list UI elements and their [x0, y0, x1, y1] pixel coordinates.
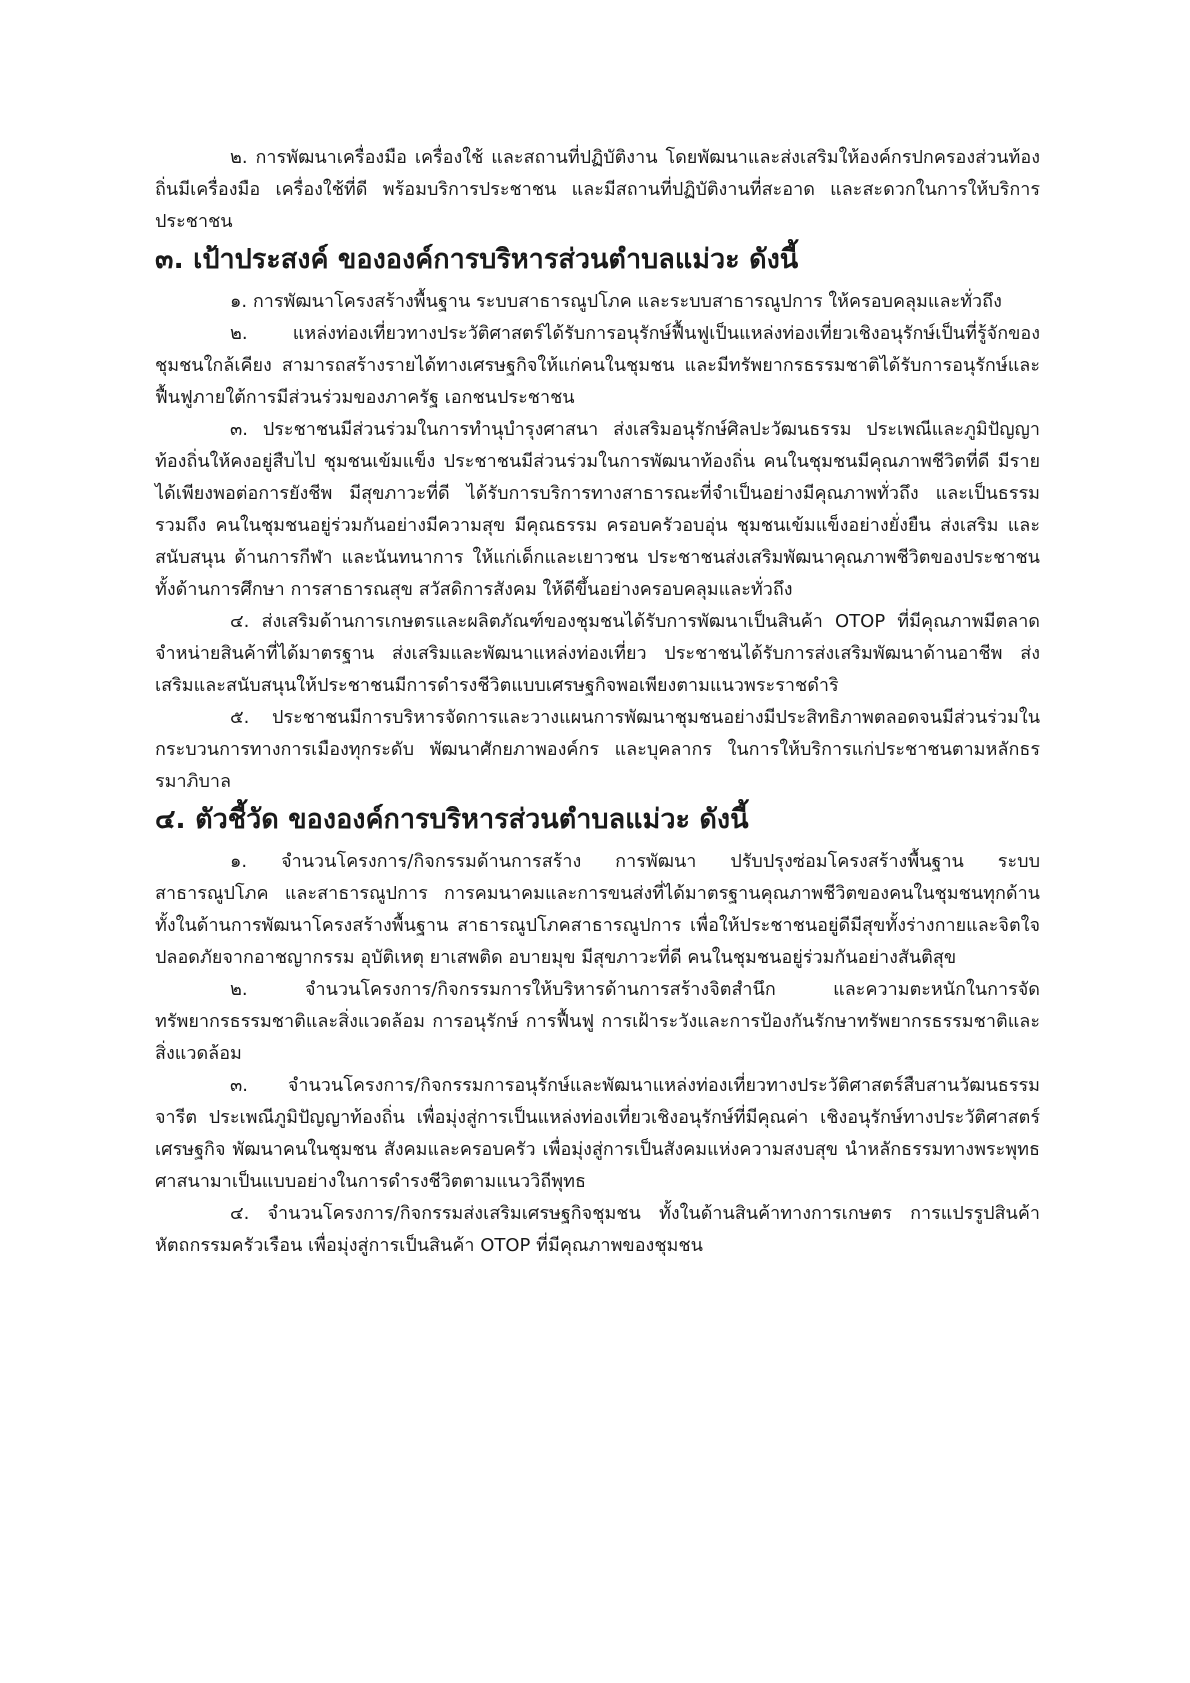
indicator-item-2: ๒. จำนวนโครงการ/กิจกรรมการให้บริหารด้านการสร้างจิตสำนึก และความตะหนักในการจัดทรัพยากรธรรมชาติและสิ่งแวดล้อม การอนุรักษ์ การฟื้นฟู การเฝ้าระวังและการป้องกันรักษาทรัพยากรธรรมชาติและสิ่งแวดล้อม	[155, 979, 1040, 1064]
section-4-heading: ๔. ตัวชี้วัด ขององค์การบริหารส่วนตำบลแม่วะ ดังนี้	[155, 804, 749, 835]
goal-item-5: ๕. ประชาชนมีการบริหารจัดการและวางแผนการพัฒนาชุมชนอย่างมีประสิทธิภาพตลอดจนมีส่วนร่วมในกระบวนการทางการเมืองทุกระดับ พัฒนาศักยภาพองค์กร และบุคลากร ในการให้บริการแก่ประชาชนตามหลักธรรมาภิบาล	[155, 707, 1040, 792]
section-3-heading: ๓. เป้าประสงค์ ขององค์การบริหารส่วนตำบลแม่วะ ดังนี้	[155, 244, 799, 275]
document-page	[155, 142, 1040, 1262]
goal-item-3: ๓. ประชาชนมีส่วนร่วมในการทำนุบำรุงศาสนา ส่งเสริมอนุรักษ์ศิลปะวัฒนธรรม ประเพณีและภูมิปัญญาท้องถิ่นให้คงอยู่สืบไป ชุมชนเข้มแข็ง ประชาชนมีส่วนร่วมในการพัฒนาท้องถิ่น คนในชุมชนมีคุณภาพชีวิตที่ดี มีรายได้เพียงพอต่อการยังชีพ มีสุขภาวะที่ดี ได้รับการบริการทางสาธารณะที่จำเป็นอย่างมีคุณภาพทั่วถึง และเป็นธรรม รวมถึง คนในชุมชนอยู่ร่วมกันอย่างมีความสุข มีคุณธรรม ครอบครัวอบอุ่น ชุมชนเข้มแข็งอย่างยั่งยืน ส่งเสริม และสนับสนุน ด้านการกีฬา และนันทนาการ ให้แก่เด็กและเยาวชน ประชาชนส่งเสริมพัฒนาคุณภาพชีวิตของประชาชนทั้งด้านการศึกษา การสาธารณสุข สวัสดิการสังคม ให้ดีขึ้นอย่างครอบคลุมและทั่วถึง	[155, 419, 1040, 600]
indicator-item-3: ๓. จำนวนโครงการ/กิจกรรมการอนุรักษ์และพัฒนาแหล่งท่องเที่ยวทางประวัติศาสตร์สืบสานวัฒนธรรม จารีต ประเพณีภูมิปัญญาท้องถิ่น เพื่อมุ่งสู่การเป็นแหล่งท่องเที่ยวเชิงอนุรักษ์ที่มีคุณค่า เชิงอนุรักษ์ทางประวัติศาสตร์ เศรษฐกิจ พัฒนาคนในชุมชน สังคมและครอบครัว เพื่อมุ่งสู่การเป็นสังคมแห่งความสงบสุข นำหลักธรรมทางพระพุทธศาสนามาเป็นแบบอย่างในการดำรงชีวิตตามแนววิถีพุทธ	[155, 1075, 1040, 1192]
goal-item-1: ๑. การพัฒนาโครงสร้างพื้นฐาน ระบบสาธารณูปโภค และระบบสาธารณูปการ ให้ครอบคลุมและทั่วถึง	[230, 291, 1002, 312]
paragraph-2-2: ๒. การพัฒนาเครื่องมือ เครื่องใช้ และสถานที่ปฏิบัติงาน โดยพัฒนาและส่งเสริมให้องค์กรปกครองส่วนท้องถิ่นมีเครื่องมือ เครื่องใช้ที่ดี พร้อมบริการประชาชน และมีสถานที่ปฏิบัติงานที่สะอาด และสะดวกในการให้บริการประชาชน	[155, 147, 1040, 232]
goal-item-4: ๔. ส่งเสริมด้านการเกษตรและผลิตภัณฑ์ของชุมชนได้รับการพัฒนาเป็นสินค้า OTOP ที่มีคุณภาพมีตลาดจำหน่ายสินค้าที่ได้มาตรฐาน ส่งเสริมและพัฒนาแหล่งท่องเที่ยว ประชาชนได้รับการส่งเสริมพัฒนาด้านอาชีพ ส่งเสริมและสนับสนุนให้ประชาชนมีการดำรงชีวิตแบบเศรษฐกิจพอเพียงตามแนวพระราชดำริ	[155, 611, 1040, 696]
indicator-item-1: ๑. จำนวนโครงการ/กิจกรรมด้านการสร้าง การพัฒนา ปรับปรุงซ่อมโครงสร้างพื้นฐาน ระบบสาธารณูปโภค และสาธารณูปการ การคมนาคมและการขนส่งที่ได้มาตรฐานคุณภาพชีวิตของคนในชุมชนทุกด้าน ทั้งในด้านการพัฒนาโครงสร้างพื้นฐาน สาธารณูปโภคสาธารณูปการ เพื่อให้ประชาชนอยู่ดีมีสุขทั้งร่างกายและจิตใจ ปลอดภัยจากอาชญากรรม อุบัติเหตุ ยาเสพติด อบายมุข มีสุขภาวะที่ดี คนในชุมชนอยู่ร่วมกันอย่างสันติสุข	[155, 851, 1040, 968]
goal-item-2: ๒. แหล่งท่องเที่ยวทางประวัติศาสตร์ได้รับการอนุรักษ์ฟื้นฟูเป็นแหล่งท่องเที่ยวเชิงอนุรักษ์เป็นที่รู้จักของชุมชนใกล้เคียง สามารถสร้างรายได้ทางเศรษฐกิจให้แก่คนในชุมชน และมีทรัพยากรธรรมชาติได้รับการอนุรักษ์และฟื้นฟูภายใต้การมีส่วนร่วมของภาครัฐ เอกชนประชาชน	[155, 323, 1040, 408]
indicator-item-4: ๔. จำนวนโครงการ/กิจกรรมส่งเสริมเศรษฐกิจชุมชน ทั้งในด้านสินค้าทางการเกษตร การแปรรูปสินค้า หัตถกรรมครัวเรือน เพื่อมุ่งสู่การเป็นสินค้า OTOP ที่มีคุณภาพของชุมชน	[155, 1203, 1040, 1256]
